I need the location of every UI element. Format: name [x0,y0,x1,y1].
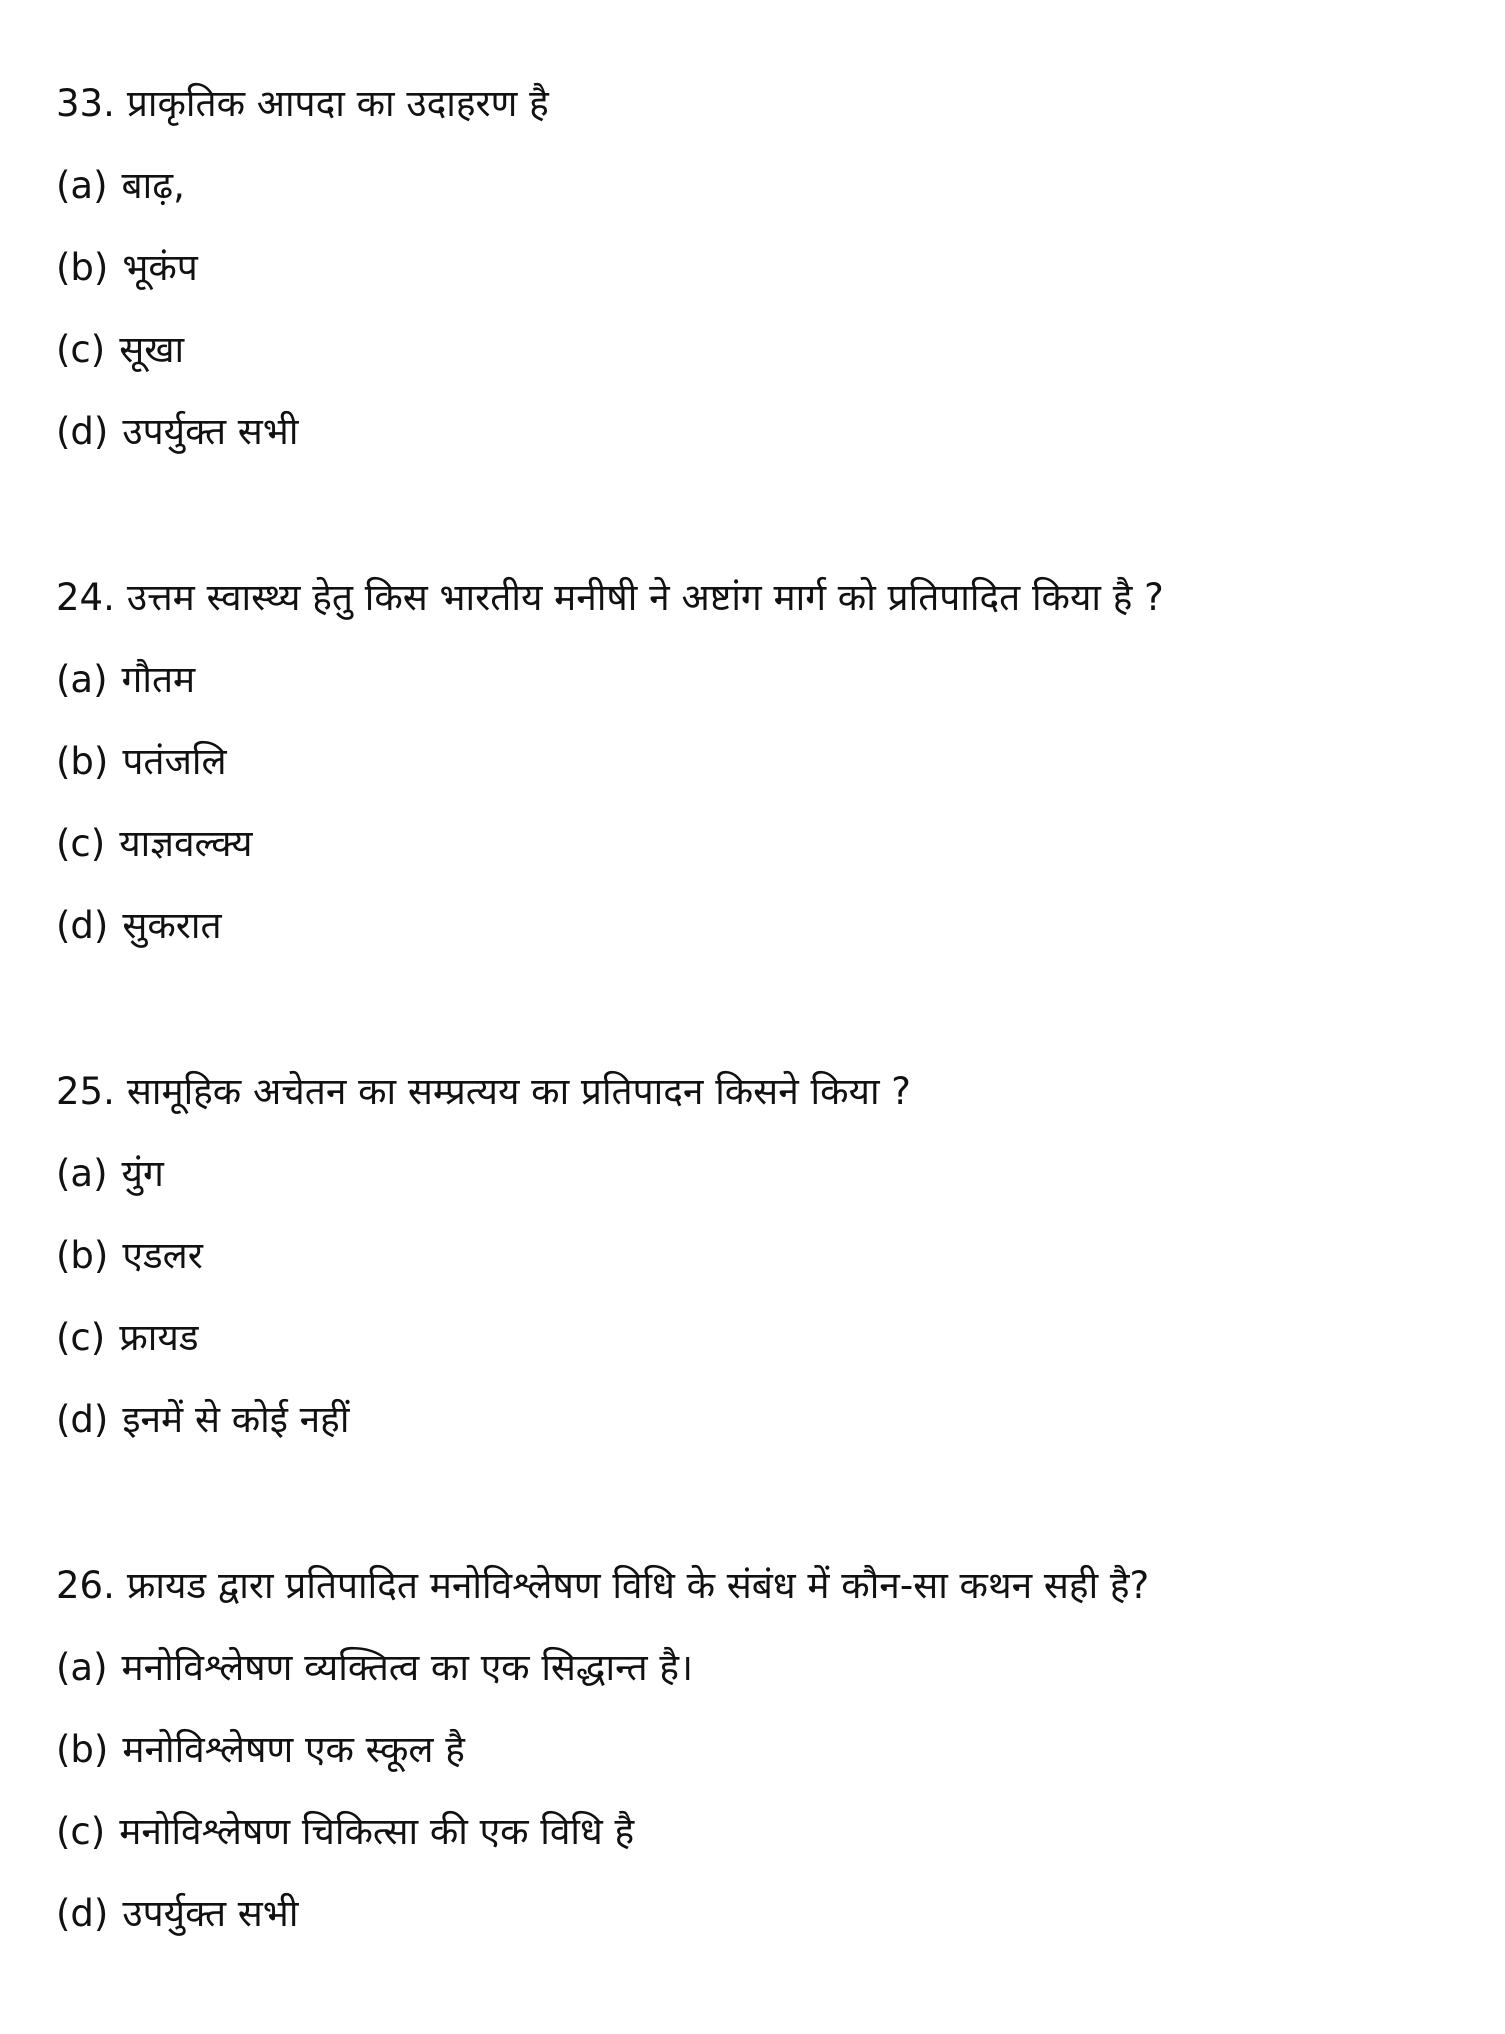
question-stem: प्राकृतिक आपदा का उदाहरण है [126,82,549,125]
option [56,1133,1505,1215]
option-label: (d) [56,904,109,947]
question-number: 25. [56,1070,115,1113]
question-number: 24. [56,576,115,619]
option [56,1709,1505,1791]
option [56,803,1505,885]
option-label: (b) [56,740,109,783]
option-text: बाढ़, [121,164,185,207]
option [56,1791,1505,1873]
option [56,1297,1505,1379]
question-text [56,1051,1505,1133]
question-stem: उत्तम स्वास्थ्य हेतु किस भारतीय मनीषी ने अष्टांग मार्ग को प्रतिपादित किया है ? [126,576,1164,619]
option-text: एडलर [122,1234,203,1277]
option-text: याज्ञवल्क्य [119,822,253,865]
option [56,1627,1505,1709]
question-stem: फ्रायड द्वारा प्रतिपादित मनोविश्लेषण विधि के संबंध में कौन-सा कथन सही है? [126,1564,1150,1607]
option [56,227,1505,309]
option [56,309,1505,391]
option-text: इनमें से कोई नहीं [122,1398,350,1441]
option-label: (b) [56,1728,109,1771]
option-label: (a) [56,1152,108,1195]
option-text: भूकंप [122,246,198,289]
option-text: फ्रायड [119,1316,199,1359]
question-block [56,1051,1505,1461]
option-label: (b) [56,1234,109,1277]
option [56,1215,1505,1297]
option-label: (c) [56,1810,106,1853]
question-block [56,1545,1505,1955]
option-text: मनोविश्लेषण चिकित्सा की एक विधि है [119,1810,635,1853]
question-number: 33. [56,82,115,125]
option [56,145,1505,227]
option [56,391,1505,473]
option-label: (d) [56,1398,109,1441]
option [56,885,1505,967]
option-text: उपर्युक्त सभी [122,410,299,453]
option [56,639,1505,721]
question-stem: सामूहिक अचेतन का सम्प्रत्यय का प्रतिपादन किसने किया ? [126,1070,911,1113]
option-label: (b) [56,246,109,289]
option-text: युंग [121,1152,164,1195]
option-text: सूखा [119,328,185,371]
option-label: (c) [56,822,106,865]
option-label: (a) [56,1646,108,1689]
option-label: (a) [56,658,108,701]
option-label: (d) [56,1892,109,1935]
question-text [56,63,1505,145]
option-text: गौतम [121,658,196,701]
option-label: (a) [56,164,108,207]
question-block [56,557,1505,967]
question-text [56,557,1505,639]
option-text: सुकरात [122,904,222,947]
option [56,1873,1505,1955]
option-label: (d) [56,410,109,453]
option-label: (c) [56,328,106,371]
question-text [56,1545,1505,1627]
question-number: 26. [56,1564,115,1607]
option [56,721,1505,803]
question-block [56,63,1505,473]
option-text: पतंजलि [122,740,227,783]
option [56,1379,1505,1461]
option-text: मनोविश्लेषण व्यक्तित्व का एक सिद्धान्त है। [121,1646,693,1689]
option-label: (c) [56,1316,106,1359]
option-text: उपर्युक्त सभी [122,1892,299,1935]
option-text: मनोविश्लेषण एक स्कूल है [122,1728,465,1771]
